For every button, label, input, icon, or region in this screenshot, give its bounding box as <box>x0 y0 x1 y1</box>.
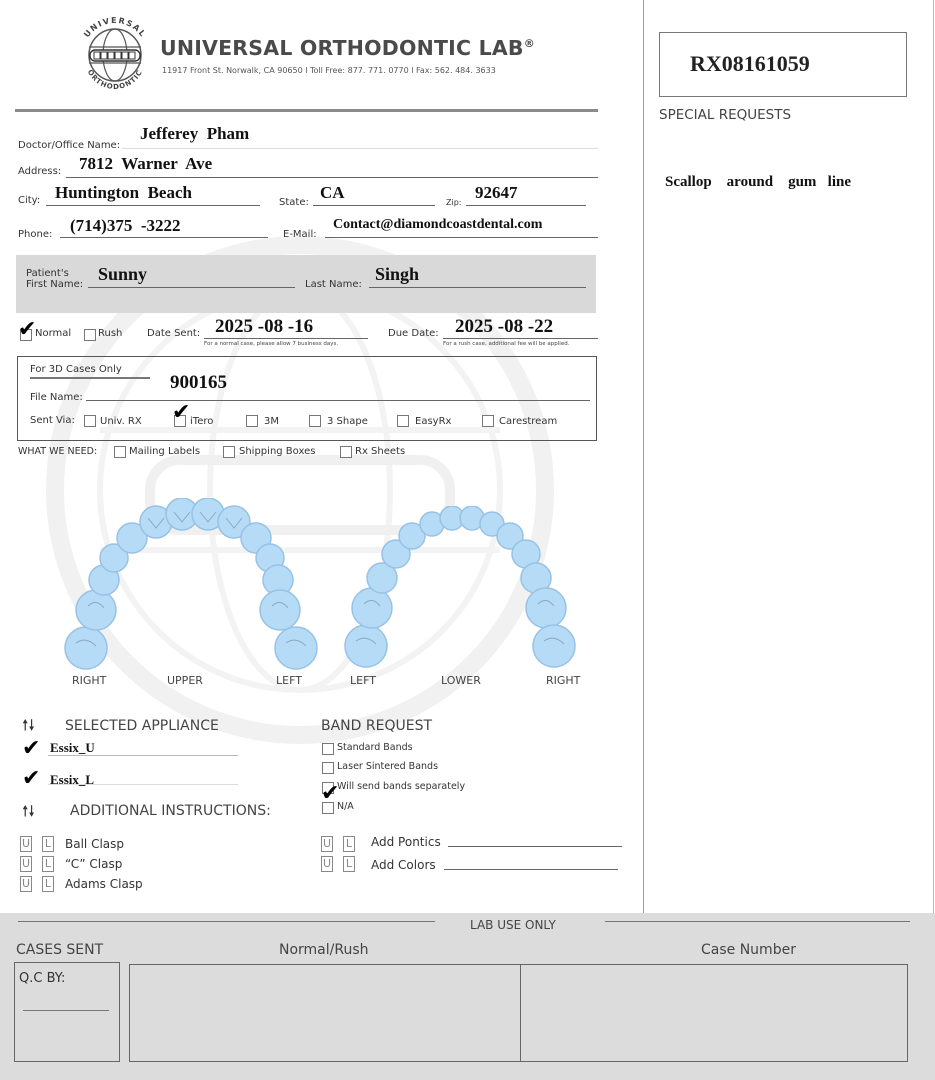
laser-bands-label: Laser Sintered Bands <box>337 761 439 772</box>
patient-first-value[interactable]: Sunny <box>98 264 148 284</box>
sent-via-carestream-label: Carestream <box>499 416 558 427</box>
phone-line <box>60 237 268 238</box>
address-line <box>66 177 598 178</box>
cases-sent-label: CASES SENT <box>16 942 104 958</box>
what-we-need-label: WHAT WE NEED: <box>18 446 98 457</box>
upper-label: UPPER <box>167 674 203 687</box>
cases-3d-title-rule <box>30 377 150 379</box>
add-pontics-u[interactable]: U <box>322 837 332 850</box>
patient-last-label: Last Name: <box>305 279 362 290</box>
patient-label-line-2: First Name: <box>26 279 84 290</box>
rx-sheets-checkbox[interactable] <box>340 446 352 458</box>
due-date-label: Due Date: <box>388 328 439 339</box>
date-sent-label: Date Sent: <box>147 328 201 339</box>
lower-left-label: LEFT <box>350 674 376 687</box>
state-label: State: <box>279 197 309 208</box>
lab-use-rule-left <box>18 921 435 922</box>
add-pontics-l[interactable]: L <box>343 836 355 852</box>
mailing-labels-checkbox[interactable] <box>114 446 126 458</box>
email-label: E-Mail: <box>283 229 317 240</box>
doctor-name-line <box>122 148 598 149</box>
sent-via-3shape-label: 3 Shape <box>327 416 368 427</box>
lab-name-text: UNIVERSAL ORTHODONTIC LAB <box>160 36 524 60</box>
special-requests-text[interactable]: Scallop around gum line <box>665 174 852 190</box>
lab-name <box>160 36 535 60</box>
city-label: City: <box>18 195 41 206</box>
normal-checkmark: ✔ <box>18 317 37 342</box>
date-sent-note: For a normal case, please allow 7 business days. <box>204 341 339 347</box>
add-colors-line <box>444 869 618 870</box>
lower-right-label: RIGHT <box>546 674 581 687</box>
itero-checkmark: ✔ <box>172 400 191 425</box>
lab-logo <box>74 14 156 96</box>
c-clasp-u[interactable]: U <box>21 857 31 870</box>
due-date-value[interactable]: 2025 -08 -22 <box>455 316 554 337</box>
file-name-line <box>86 400 590 401</box>
add-pontics-line <box>448 846 622 847</box>
due-date-note: For a rush case, additional fee will be applied. <box>443 341 570 347</box>
c-clasp-label: “C” Clasp <box>65 857 123 871</box>
sent-via-itero-label: iTero <box>190 416 214 427</box>
case-number-box[interactable] <box>520 964 908 1062</box>
laser-bands-checkbox[interactable] <box>322 762 334 774</box>
svg-text:UNIVERSAL <box>82 16 148 39</box>
selected-appliance-title: SELECTED APPLIANCE <box>65 718 219 734</box>
due-date-line <box>443 338 598 339</box>
email-line <box>325 237 598 238</box>
ball-clasp-l[interactable]: L <box>42 836 54 852</box>
right-panel-divider <box>643 0 644 913</box>
sent-via-carestream-checkbox[interactable] <box>482 415 494 427</box>
address-label: Address: <box>18 166 62 177</box>
add-colors-u[interactable]: U <box>322 857 332 870</box>
rx-number: RX08161059 <box>690 51 810 76</box>
sent-via-univ-rx-checkbox[interactable] <box>84 415 96 427</box>
file-name-value[interactable]: 900165 <box>170 372 227 393</box>
patient-label-line-1: Patient's <box>26 268 69 279</box>
lab-address-line: 11917 Front St. Norwalk, CA 90650 l Toll Free: 877. 771. 0770 l Fax: 562. 484. 3633 <box>162 66 496 75</box>
state-line <box>313 205 435 206</box>
rush-checkbox[interactable] <box>84 329 96 341</box>
phone-label: Phone: <box>18 229 53 240</box>
add-colors-label: Add Colors <box>371 858 436 872</box>
lower-arch-diagram[interactable] <box>340 506 590 678</box>
header-rule <box>15 109 598 112</box>
zip-label: Zip: <box>446 198 462 207</box>
email-value[interactable]: Contact@diamondcoastdental.com <box>333 217 543 232</box>
upper-left-label: LEFT <box>276 674 302 687</box>
case-number-label: Case Number <box>701 942 796 958</box>
special-requests-label: SPECIAL REQUESTS <box>659 107 792 123</box>
additional-instructions-title: ADDITIONAL INSTRUCTIONS: <box>70 803 271 819</box>
address-value[interactable]: 7812 Warner Ave <box>79 154 213 173</box>
sent-via-univ-rx-label: Univ. RX <box>100 416 142 427</box>
qc-by-line <box>23 1010 109 1011</box>
appliance-2-checkmark: ✔ <box>22 766 41 791</box>
arrow-up-down-icon-2: 🠕🠗 <box>22 802 35 820</box>
lab-use-title: LAB USE ONLY <box>470 918 556 932</box>
lab-use-rule-right <box>605 921 910 922</box>
date-sent-line <box>204 338 368 339</box>
logo-text-top: UNIVERSAL <box>82 15 148 40</box>
normal-label: Normal <box>35 328 72 339</box>
cases-3d-title: For 3D Cases Only <box>30 364 122 375</box>
file-name-label: File Name: <box>30 392 83 403</box>
appliance-1-checkmark: ✔ <box>22 736 41 761</box>
patient-first-line <box>88 287 295 288</box>
phone-value[interactable]: (714)375 -3222 <box>70 216 181 235</box>
svg-text:ORTHODONTIC <box>86 68 144 91</box>
shipping-boxes-checkbox[interactable] <box>223 446 235 458</box>
upper-arch-diagram[interactable] <box>58 498 328 678</box>
qc-by-label: Q.C BY: <box>19 971 66 986</box>
lower-arch-teeth <box>345 506 575 667</box>
adams-clasp-l[interactable]: L <box>42 876 54 892</box>
zip-value[interactable]: 92647 <box>475 183 518 202</box>
c-clasp-l[interactable]: L <box>42 856 54 872</box>
doctor-name-value[interactable]: Jefferey Pham <box>140 124 250 143</box>
appliance-2-value[interactable]: Essix_L <box>50 772 95 787</box>
zip-line <box>466 205 586 206</box>
date-sent-value[interactable]: 2025 -08 -16 <box>215 316 314 337</box>
band-request-title: BAND REQUEST <box>321 718 433 734</box>
adams-clasp-label: Adams Clasp <box>65 877 143 891</box>
registered-mark: ® <box>523 37 535 51</box>
state-value[interactable]: CA <box>320 183 345 202</box>
ball-clasp-u[interactable]: U <box>21 837 31 850</box>
add-pontics-label: Add Pontics <box>371 835 441 849</box>
na-checkmark: ✔ <box>321 781 340 806</box>
city-value[interactable]: Huntington Beach <box>55 183 192 202</box>
na-label: N/A <box>337 801 354 812</box>
patient-last-value[interactable]: Singh <box>375 264 420 284</box>
doctor-name-label: Doctor/Office Name: <box>18 140 121 151</box>
sent-via-easyrx-label: EasyRx <box>415 416 452 427</box>
sent-via-3m-checkbox[interactable] <box>246 415 258 427</box>
patient-last-line <box>369 287 586 288</box>
normal-rush-label: Normal/Rush <box>279 942 369 958</box>
shipping-boxes-label: Shipping Boxes <box>239 446 316 457</box>
patient-first-label <box>26 268 83 290</box>
standard-bands-checkbox[interactable] <box>322 743 334 755</box>
standard-bands-label: Standard Bands <box>337 742 413 753</box>
qc-box[interactable] <box>14 962 120 1062</box>
city-line <box>46 205 260 206</box>
rush-label: Rush <box>98 328 123 339</box>
rx-number-box <box>659 32 907 97</box>
mailing-labels-label: Mailing Labels <box>129 446 201 457</box>
sent-via-3m-label: 3M <box>264 416 279 427</box>
logo-text-bottom: ORTHODONTIC <box>85 68 145 92</box>
lower-label: LOWER <box>441 674 481 687</box>
arrow-up-down-icon: 🠕🠗 <box>22 716 35 734</box>
upper-right-label: RIGHT <box>72 674 107 687</box>
appliance-1-line <box>48 755 238 756</box>
sent-via-3shape-checkbox[interactable] <box>309 415 321 427</box>
adams-clasp-u[interactable]: U <box>21 877 31 890</box>
appliance-1-value[interactable]: Essix_U <box>50 740 95 755</box>
appliance-2-line <box>48 784 238 785</box>
send-separately-label: Will send bands separately <box>337 781 466 792</box>
upper-arch-teeth <box>65 498 317 669</box>
ball-clasp-label: Ball Clasp <box>65 837 125 851</box>
sent-via-label: Sent Via: <box>30 415 75 426</box>
rx-sheets-label: Rx Sheets <box>355 446 406 457</box>
normal-rush-box[interactable] <box>129 964 521 1062</box>
sent-via-easyrx-checkbox[interactable] <box>397 415 409 427</box>
add-colors-l[interactable]: L <box>343 856 355 872</box>
